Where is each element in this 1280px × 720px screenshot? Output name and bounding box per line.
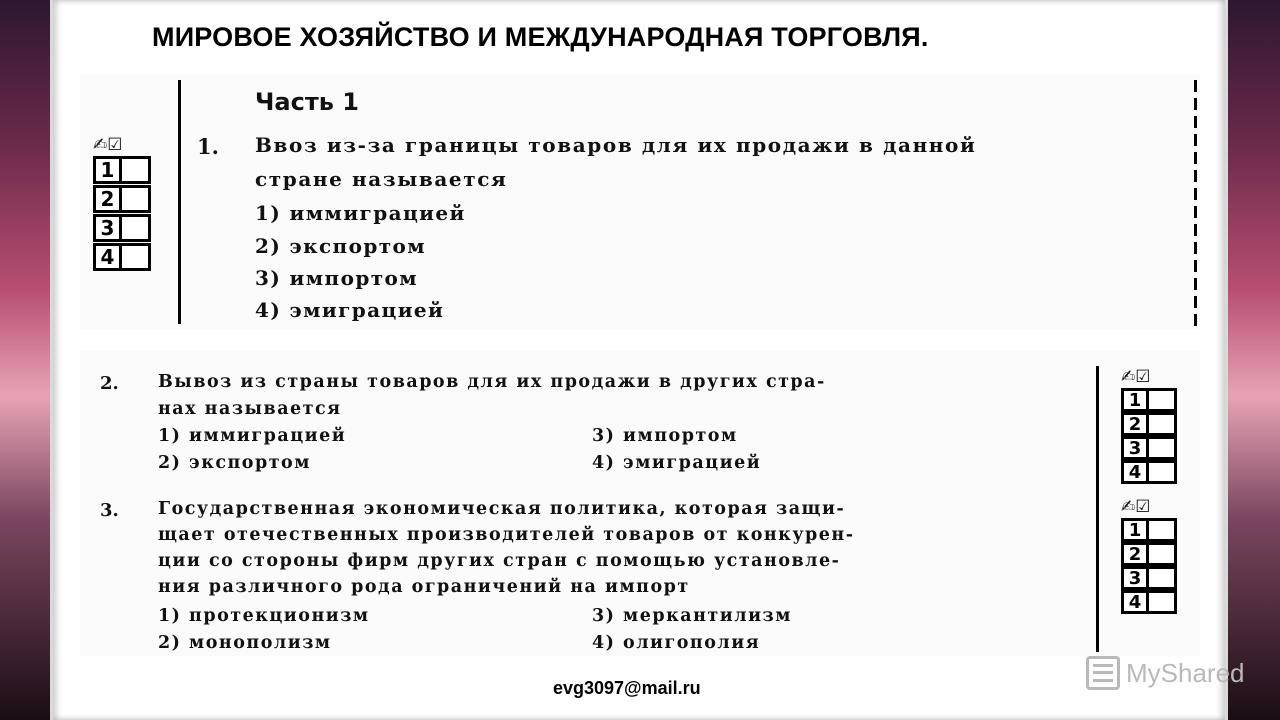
answer-number: 3 bbox=[1121, 566, 1149, 590]
answer-row bbox=[1121, 566, 1177, 590]
answer-number: 4 bbox=[1121, 460, 1149, 484]
pencil-check-icon: ✍☑ bbox=[93, 135, 123, 155]
option-item: 2) монополизм bbox=[158, 633, 332, 653]
answer-number: 4 bbox=[93, 243, 122, 271]
option-item: 4) олигополия bbox=[592, 633, 761, 653]
answer-checkbox[interactable] bbox=[122, 214, 151, 242]
question-text: щает отечественных производителей товаров от конкурен- bbox=[158, 525, 855, 545]
background-left-strip bbox=[0, 0, 50, 720]
option-item: 4) эмиграцией bbox=[592, 453, 762, 473]
answer-number: 3 bbox=[93, 214, 122, 242]
option-item: 2) экспортом bbox=[255, 234, 427, 258]
left-margin-line bbox=[178, 80, 181, 324]
answer-grid-q2 bbox=[1121, 366, 1177, 484]
question-text: ния различного рода ограничений на импорт bbox=[158, 577, 690, 597]
right-margin-line bbox=[1096, 366, 1099, 652]
answer-checkbox[interactable] bbox=[1149, 590, 1177, 614]
scan-part-1 bbox=[80, 74, 1200, 330]
answer-row bbox=[93, 185, 151, 214]
option-item: 1) иммиграцией bbox=[255, 201, 466, 225]
question-text: Вывоз из страны товаров для их продажи в других стра- bbox=[158, 372, 826, 392]
answer-row bbox=[93, 214, 151, 243]
answer-row bbox=[93, 243, 151, 272]
footer-email: evg3097@mail.ru bbox=[553, 678, 701, 698]
answer-number: 2 bbox=[1121, 412, 1149, 436]
question-text: Государственная экономическая политика, которая защи- bbox=[158, 499, 846, 519]
pencil-check-icon: ✍☑ bbox=[1121, 497, 1151, 517]
background-right-strip bbox=[1228, 0, 1280, 720]
answer-checkbox[interactable] bbox=[1149, 542, 1177, 566]
answer-checkbox[interactable] bbox=[1149, 388, 1177, 412]
question-text: стране называется bbox=[255, 167, 508, 191]
option-item: 3) меркантилизм bbox=[592, 606, 792, 626]
option-item: 1) иммиграцией bbox=[158, 426, 347, 446]
option-item: 4) эмиграцией bbox=[255, 298, 445, 322]
right-dashed-line bbox=[1194, 80, 1197, 328]
question-number: 1. bbox=[197, 134, 219, 159]
answer-row bbox=[1121, 412, 1177, 436]
question-number: 2. bbox=[100, 373, 119, 394]
option-item: 2) экспортом bbox=[158, 453, 311, 473]
answer-checkbox[interactable] bbox=[1149, 436, 1177, 460]
slide-title: МИРОВОЕ ХОЗЯЙСТВО И МЕЖДУНАРОДНАЯ ТОРГОВЛЯ. bbox=[152, 22, 929, 52]
answer-checkbox[interactable] bbox=[1149, 566, 1177, 590]
option-item: 3) импортом bbox=[592, 426, 738, 446]
answer-grid-q3 bbox=[1121, 496, 1177, 614]
question-number: 3. bbox=[100, 500, 119, 521]
answer-row bbox=[1121, 460, 1177, 484]
answer-number: 1 bbox=[1121, 388, 1149, 412]
presentation-icon bbox=[1086, 656, 1120, 690]
pencil-check-icon: ✍☑ bbox=[1121, 367, 1151, 387]
answer-checkbox[interactable] bbox=[1149, 518, 1177, 542]
answer-number: 2 bbox=[93, 185, 122, 213]
answer-number: 3 bbox=[1121, 436, 1149, 460]
answer-checkbox[interactable] bbox=[122, 243, 151, 271]
answer-checkbox[interactable] bbox=[122, 156, 151, 184]
answer-row bbox=[1121, 590, 1177, 614]
answer-row bbox=[93, 156, 151, 185]
option-item: 3) импортом bbox=[255, 266, 419, 290]
option-item: 1) протекционизм bbox=[158, 606, 370, 626]
answer-number: 1 bbox=[1121, 518, 1149, 542]
answer-row bbox=[1121, 436, 1177, 460]
answer-number: 1 bbox=[93, 156, 122, 184]
answer-row bbox=[1121, 388, 1177, 412]
part-heading: Часть 1 bbox=[255, 88, 359, 116]
question-text: ции со стороны фирм других стран с помощью установле- bbox=[158, 551, 841, 571]
answer-number: 2 bbox=[1121, 542, 1149, 566]
answer-checkbox[interactable] bbox=[1149, 412, 1177, 436]
answer-row bbox=[1121, 518, 1177, 542]
answer-row bbox=[1121, 542, 1177, 566]
watermark bbox=[1086, 656, 1245, 690]
answer-number: 4 bbox=[1121, 590, 1149, 614]
question-text: Ввоз из-за границы товаров для их продажи в данной bbox=[255, 133, 977, 157]
answer-checkbox[interactable] bbox=[122, 185, 151, 213]
answer-grid-q1 bbox=[93, 134, 151, 272]
watermark-text: MyShared bbox=[1126, 657, 1245, 688]
question-text: нах называется bbox=[158, 399, 342, 419]
answer-checkbox[interactable] bbox=[1149, 460, 1177, 484]
